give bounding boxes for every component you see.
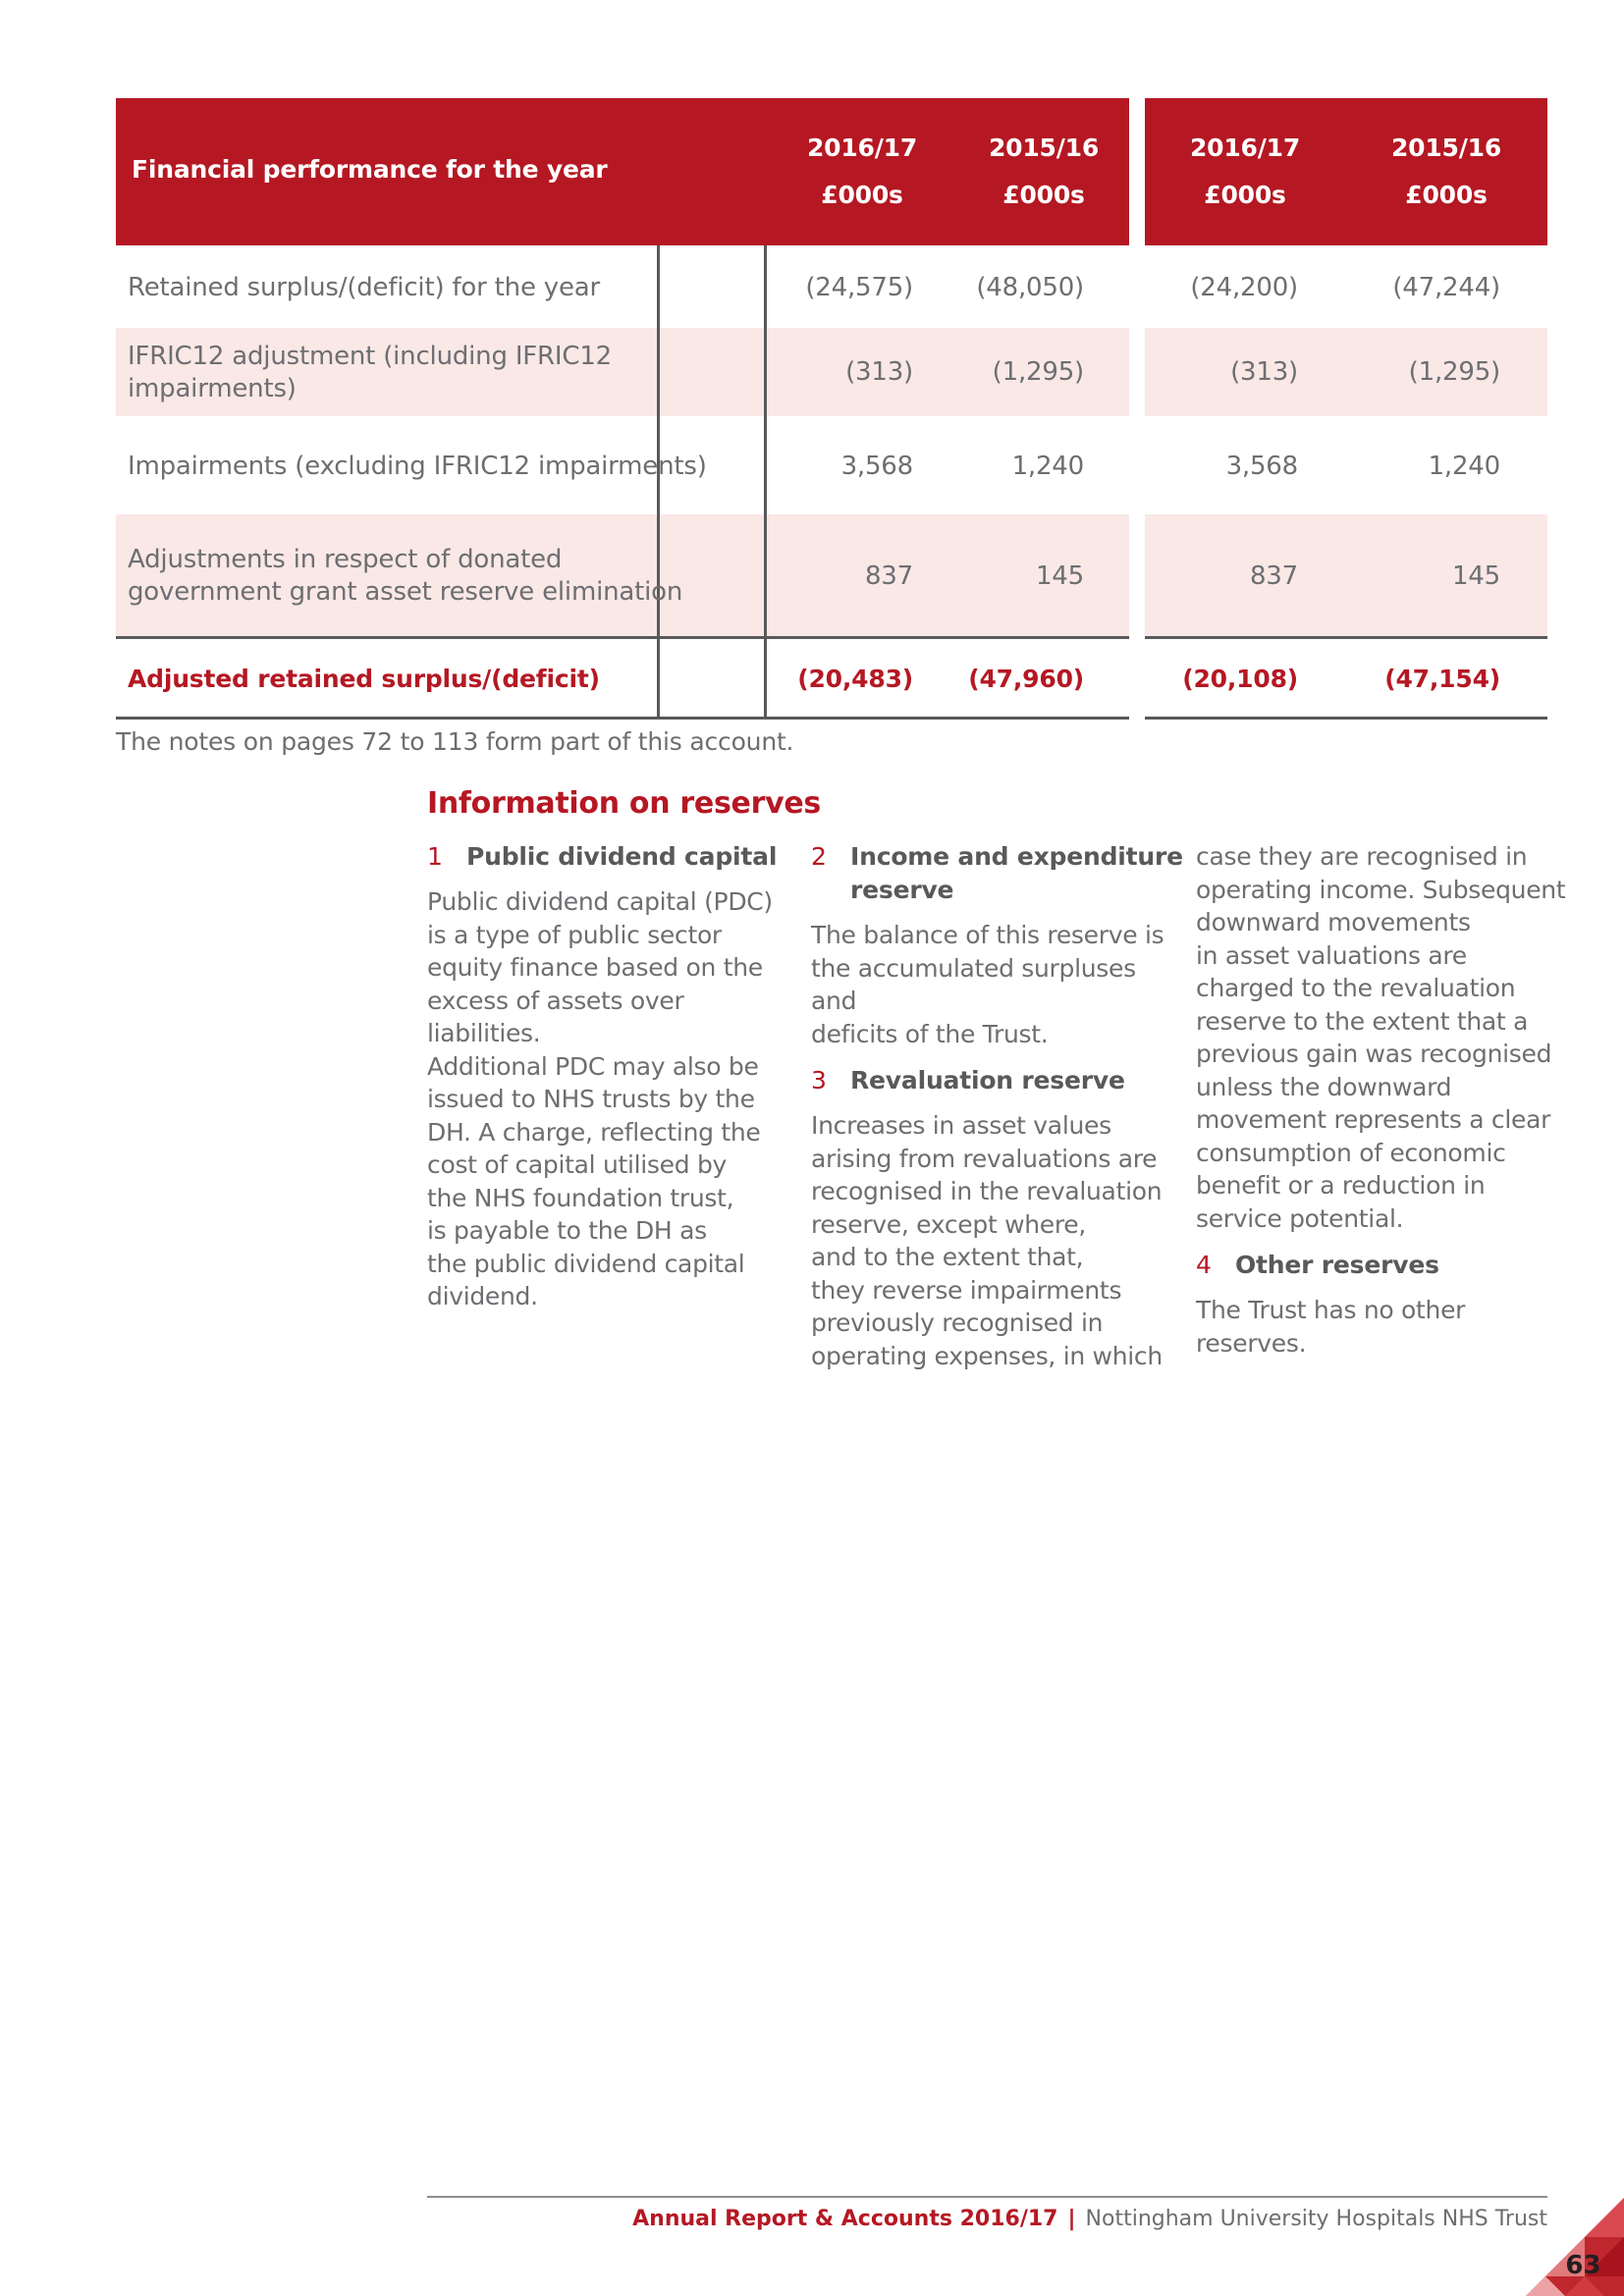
footer-separator: | xyxy=(1067,2207,1076,2231)
column-unit: £000s xyxy=(821,181,903,209)
row-value: (47,244) xyxy=(1392,273,1500,302)
reserve-body: The Trust has no other reserves. xyxy=(1196,1296,1466,1358)
reserve-number: 3 xyxy=(811,1066,827,1095)
column-header xyxy=(970,125,1117,219)
reserves-column-3 xyxy=(1196,840,1569,1360)
column-unit: £000s xyxy=(1405,181,1488,209)
column-year: 2015/16 xyxy=(1390,133,1502,162)
table-note: The notes on pages 72 to 113 form part of this account. xyxy=(116,727,794,756)
total-rule-bottom xyxy=(116,717,1129,720)
row-value: 3,568 xyxy=(840,452,913,481)
column-year: 2015/16 xyxy=(988,133,1100,162)
total-rule-top xyxy=(1145,636,1547,639)
reserves-column-2 xyxy=(811,840,1184,1372)
reserve-number: 4 xyxy=(1196,1251,1212,1279)
reserve-number: 1 xyxy=(427,842,443,871)
row-value: (24,575) xyxy=(805,273,913,302)
footer-rule xyxy=(427,2196,1547,2198)
column-unit: £000s xyxy=(1002,181,1085,209)
total-rule-bottom xyxy=(1145,717,1547,720)
reserve-heading xyxy=(1196,1249,1569,1282)
reserve-heading xyxy=(427,840,800,874)
reserve-heading-text: Public dividend capital xyxy=(466,842,778,871)
row-value: 837 xyxy=(1249,561,1298,591)
row-value: 145 xyxy=(1451,561,1500,591)
reserve-heading-text: Revaluation reserve xyxy=(850,1066,1125,1095)
total-value: (47,960) xyxy=(968,665,1084,693)
footer xyxy=(632,2207,1547,2231)
reserves-column-1 xyxy=(427,840,800,1313)
row-value: (313) xyxy=(1230,357,1298,387)
row-value: (48,050) xyxy=(976,273,1084,302)
reserve-number: 2 xyxy=(811,842,827,871)
column-year: 2016/17 xyxy=(1189,133,1301,162)
footer-report-title: Annual Report & Accounts 2016/17 xyxy=(632,2207,1058,2231)
row-value: (1,295) xyxy=(1408,357,1500,387)
corner-decoration xyxy=(1526,2198,1624,2296)
row-value: 1,240 xyxy=(1011,452,1084,481)
table-title: Financial performance for the year xyxy=(132,155,608,184)
reserve-body-continued: case they are recognised in operating income. Subsequent downward movements in asset valuations are charged to the revaluation reserve to the extent that a previous gain was recognised unless the downward movement represents a clear consumption of economic benefit or a reduction in service potential. xyxy=(1196,842,1566,1233)
reserve-heading xyxy=(811,1064,1184,1097)
column-header xyxy=(788,125,936,219)
reserve-heading xyxy=(811,840,1184,907)
column-year: 2016/17 xyxy=(806,133,918,162)
page-number: 63 xyxy=(1565,2251,1601,2280)
total-value: (20,483) xyxy=(797,665,913,693)
reserve-heading-text: Other reserves xyxy=(1235,1251,1439,1279)
footer-organisation: Nottingham University Hospitals NHS Trust xyxy=(1085,2207,1547,2231)
column-unit: £000s xyxy=(1204,181,1286,209)
row-value: 3,568 xyxy=(1225,452,1298,481)
row-value: (1,295) xyxy=(992,357,1084,387)
reserves-title: Information on reserves xyxy=(427,786,821,821)
total-label: Adjusted retained surplus/(deficit) xyxy=(128,665,600,693)
column-header xyxy=(1171,125,1319,219)
row-value: (313) xyxy=(845,357,913,387)
row-label: Adjustments in respect of donated government grant asset reserve elimination xyxy=(128,545,683,607)
reserve-body: Public dividend capital (PDC) is a type of public sector equity finance based on the excess of assets over liabilities. Additional PDC may also be issued to NHS trusts by the DH. A charge, reflecting the cost of capital utilised by the NHS foundation trust, is payable to the DH as the public dividend capital dividend. xyxy=(427,887,773,1310)
row-value: 145 xyxy=(1035,561,1084,591)
row-value: 837 xyxy=(864,561,913,591)
row-label: Retained surplus/(deficit) for the year xyxy=(128,273,601,302)
row-value: (24,200) xyxy=(1190,273,1298,302)
reserve-body: Increases in asset values arising from revaluations are recognised in the revaluation reserve, except where, and to the extent that, they reverse impairments previously recognised in operating expenses, in which xyxy=(811,1111,1163,1370)
column-header xyxy=(1373,125,1520,219)
total-value: (20,108) xyxy=(1182,665,1298,693)
reserve-heading-text: Income and expenditure reserve xyxy=(850,842,1183,904)
reserve-body: The balance of this reserve is the accumulated surpluses and deficits of the Trust. xyxy=(811,921,1164,1048)
row-label: Impairments (excluding IFRIC12 impairments) xyxy=(128,452,707,481)
total-rule-top xyxy=(116,636,1129,639)
row-value: 1,240 xyxy=(1428,452,1500,481)
total-value: (47,154) xyxy=(1384,665,1500,693)
row-label: IFRIC12 adjustment (including IFRIC12 impairments) xyxy=(128,342,613,403)
